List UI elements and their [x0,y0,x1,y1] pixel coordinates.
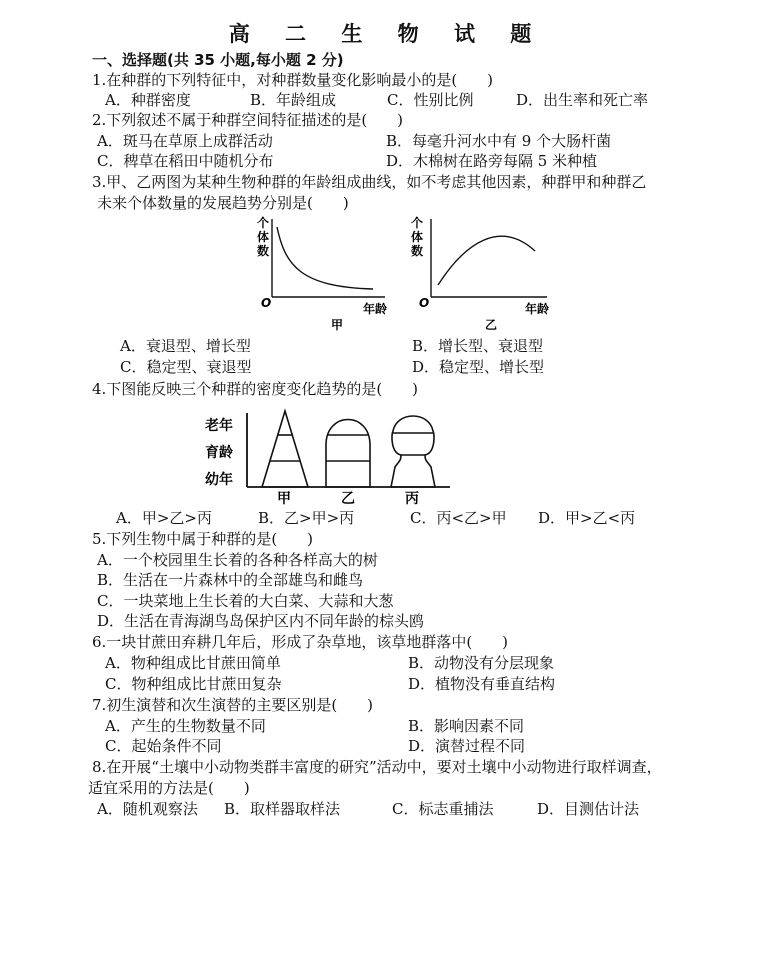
question-1-stem: 1.在种群的下列特征中，对种群数量变化影响最小的是( ) [92,71,494,89]
question-2-option-d: D．木棉树在路旁每隔 5 米种植 [386,152,598,170]
question-6-option-c: C．物种组成比甘蔗田复杂 [105,675,282,693]
question-7-stem: 7.初生演替和次生演替的主要区别是( ) [92,696,374,714]
pyramid-caption-jia: 甲 [277,491,291,507]
question-4-option-d: D．甲>乙<丙 [538,509,636,527]
question-5-option-a: A．一个校园里生长着的各种各样高大的树 [97,551,378,569]
graph-jia-curve [277,227,373,289]
pyramid-ylabel-young: 幼年 [205,472,233,488]
question-3-stem-line-1: 3.甲、乙两图为某种生物种群的年龄组成曲线，如不考虑其他因素，种群甲和种群乙 [92,173,647,191]
pyramid-caption-bing: 丙 [405,491,419,507]
question-6-option-a: A．物种组成比甘蔗田简单 [105,654,281,672]
question-5-option-c: C．一块菜地上生长着的大白菜、大蒜和大葱 [97,592,394,610]
pyramid-ylabel-old: 老年 [205,418,233,434]
graph-yi-ylabel-3: 数 [411,244,424,258]
graph-yi-xlabel: 年龄 [525,302,550,316]
pyramid-bing-outline [391,416,435,487]
graph-jia-ylabel-3: 数 [257,244,270,258]
section-heading: 一、选择题(共 35 小题,每小题 2 分) [92,51,344,69]
question-7-option-a: A．产生的生物数量不同 [105,717,266,735]
page-title: 高 二 生 物 试 题 [228,22,546,46]
graph-yi-caption: 乙 [485,318,498,332]
question-5-stem: 5.下列生物中属于种群的是( ) [92,530,314,548]
age-pyramids-figure [205,405,465,507]
graph-yi-curve [438,236,535,285]
question-4-option-a: A．甲>乙>丙 [116,509,212,527]
question-1-option-a: A．种群密度 [105,91,191,109]
age-structure-curves-figure [245,215,575,335]
question-5-option-d: D．生活在青海湖鸟岛保护区内不同年龄的棕头鸥 [97,612,425,630]
pyramid-caption-yi: 乙 [341,491,355,507]
graph-jia-caption: 甲 [331,318,344,332]
question-6-stem: 6.一块甘蔗田弃耕几年后，形成了杂草地，该草地群落中( ) [92,633,509,651]
pyramid-bing [391,416,435,487]
graph-yi-ylabel-1: 个 [411,216,424,230]
question-6-option-d: D．植物没有垂直结构 [408,675,556,693]
question-1-option-c: C．性别比例 [387,91,474,109]
question-8-option-d: D．目测估计法 [537,800,640,818]
graph-jia-xlabel: 年龄 [363,302,388,316]
question-8-option-b: B．取样器取样法 [224,800,341,818]
question-3-option-b: B．增长型、衰退型 [412,337,544,355]
question-2-option-c: C．稗草在稻田中随机分布 [97,152,274,170]
question-7-option-c: C．起始条件不同 [105,737,222,755]
question-4-option-b: B．乙>甲>丙 [258,509,355,527]
question-4-option-c: C．丙<乙>甲 [410,509,507,527]
graph-yi-origin: O [419,296,430,310]
question-1-option-b: B．年龄组成 [250,91,337,109]
question-5-option-b: B．生活在一片森林中的全部雄鸟和雌鸟 [97,571,364,589]
graph-jia [257,215,387,332]
graph-jia-origin: O [261,296,272,310]
question-6-option-b: B．动物没有分层现象 [408,654,555,672]
graph-jia-ylabel-2: 体 [257,230,270,244]
question-8-option-a: A．随机观察法 [97,800,198,818]
question-2-option-b: B．每毫升河水中有 9 个大肠杆菌 [386,132,612,150]
pyramid-jia-outline [262,411,308,487]
question-1-option-d: D．出生率和死亡率 [516,91,649,109]
question-2-option-a: A．斑马在草原上成群活动 [97,132,273,150]
question-3-stem-line-2: 未来个体数量的发展趋势分别是( ) [97,194,349,212]
pyramid-yi [326,420,370,488]
pyramid-ylabel-reproductive: 育龄 [205,445,233,461]
graph-yi [411,215,549,332]
graph-jia-ylabel-1: 个 [257,216,270,230]
question-4-stem: 4.下图能反映三个种群的密度变化趋势的是( ) [92,380,419,398]
graph-yi-ylabel-2: 体 [411,230,424,244]
question-2-stem: 2.下列叙述不属于种群空间特征描述的是( ) [92,111,404,129]
question-3-option-a: A．衰退型、增长型 [120,337,251,355]
question-3-option-c: C．稳定型、衰退型 [120,358,252,376]
question-8-stem-line-2: 适宜采用的方法是( ) [88,779,250,797]
question-7-option-d: D．演替过程不同 [408,737,526,755]
pyramid-yi-outline [326,420,370,488]
question-7-option-b: B．影响因素不同 [408,717,525,735]
question-8-stem-line-1: 8.在开展“土壤中小动物类群丰富度的研究”活动中，要对土壤中小动物进行取样调查， [92,758,662,776]
question-3-option-d: D．稳定型、增长型 [412,358,545,376]
pyramid-jia [262,411,308,487]
question-8-option-c: C．标志重捕法 [392,800,494,818]
